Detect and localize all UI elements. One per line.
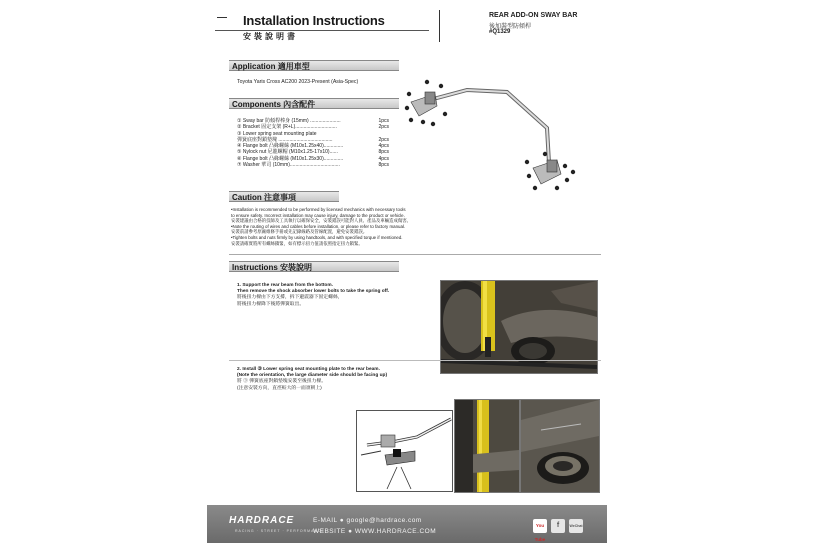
- caution-heading: Caution 注意事項: [229, 191, 339, 202]
- application-vehicle: Toyota Yaris Cross AC200 2023-Present (Asia-Spec): [237, 79, 359, 85]
- section-divider: [229, 254, 601, 255]
- email-link[interactable]: google@hardrace.com: [346, 517, 422, 524]
- footer-website: WEBSITE ● WWW.HARDRACE.COM: [313, 528, 437, 535]
- step-2-diagram: [356, 410, 453, 492]
- list-item: ⑥ Flange bolt 凸緣螺絲 (M10x1.25x30).............. 4pcs: [237, 155, 389, 162]
- facebook-icon[interactable]: f: [551, 519, 565, 533]
- instructions-heading: Instructions 安裝說明: [229, 261, 399, 272]
- wechat-icon[interactable]: WeChat: [569, 519, 583, 533]
- bracket-right: [533, 160, 561, 184]
- list-item: ① Sway bar 防傾桿棒身 (15mm) ...................... 1pcs: [237, 118, 389, 124]
- step-2-photo-left: [454, 399, 520, 493]
- page-title: Installation Instructions: [243, 13, 385, 28]
- list-item: ③ Lower spring seat mounting plate: [237, 130, 317, 137]
- step-2-photo-right: [520, 399, 600, 493]
- step-1-text: 1. Support the rear beam from the bottom. Then remove the shock absorber lower bolts to take the spring off. 將後扭力樑由下方支撐，拆下避震器下固定螺絲， 將後扭力樑降下後將彈簧取出。: [237, 283, 390, 307]
- instruction-sheet: [207, 0, 607, 543]
- website-link[interactable]: WWW.HARDRACE.COM: [354, 528, 437, 535]
- product-name-zh: 後加裝型防傾桿: [489, 24, 532, 30]
- footer-email: E-MAIL ● google@hardrace.com: [313, 517, 422, 524]
- step-2-text: 2. Install ③ Lower spring seat mounting plate to the rear beam. (Note the orientation, the large diameter side should be facing up) 將 ③ 彈簧底座對鎖墊塊安裝至後扭力樑。 (注意安裝方向，直徑較大的一面須朝上): [237, 367, 388, 391]
- components-list: [237, 118, 389, 168]
- list-item: ② Bracket 固定支架 (R+L).............................. 2pcs: [237, 124, 389, 131]
- list-item: ⑦ Washer 華司 (10mm).................................... 8pcs: [237, 162, 389, 169]
- header-divider: [439, 10, 440, 42]
- product-number: #Q1329: [489, 29, 511, 35]
- footer: [207, 505, 607, 543]
- header-accent-line: [217, 17, 227, 18]
- components-heading: Components 內含配件: [229, 98, 399, 109]
- list-item: ④ Flange bolt 凸緣螺絲 (M10x1.25x40).............. 4pcs: [237, 143, 389, 150]
- caution-text: •Installation is recommended to be performed by licensed mechanics with necessary tools to ensure safety. Incorrect installation may cause injury, damage to the product or vehicle. 安裝建議由合格的技師及工具執行以確保安全，安裝錯誤可能對人員、產品及車輛造成傷害。 •Note the routing of wires and cables before installation, or please refer to factory manual. 安裝前請參考原廠維修手冊或先記錄線路及管線配置，避免安裝錯誤。 •Tighten bolts and nuts firmly by using handtools, and with specified torque if mentioned. 安裝請確實將所有螺絲鎖緊，如有標示扭力值請依照指定扭力鎖緊。: [231, 207, 412, 246]
- application-heading: Application 適用車型: [229, 60, 399, 71]
- page-title-zh: 安裝說明書: [243, 32, 298, 41]
- brand-logo: HARDRACE: [229, 515, 295, 526]
- bracket-left: [411, 92, 437, 116]
- list-item: 彈簧底座對鎖墊塊 ....................................... 2pcs: [237, 136, 389, 143]
- list-item: ⑤ Nylock nut 尼龍螺帽 (M10x1.25-17x10)...... 8pcs: [237, 149, 389, 156]
- product-name: REAR ADD-ON SWAY BAR: [489, 12, 578, 19]
- brand-tagline: RACING · STREET · PERFORMANCE: [235, 529, 325, 533]
- step-divider: [229, 360, 601, 361]
- youtube-icon[interactable]: You Tube: [533, 519, 547, 533]
- sway-bar-parts-diagram: [397, 68, 587, 193]
